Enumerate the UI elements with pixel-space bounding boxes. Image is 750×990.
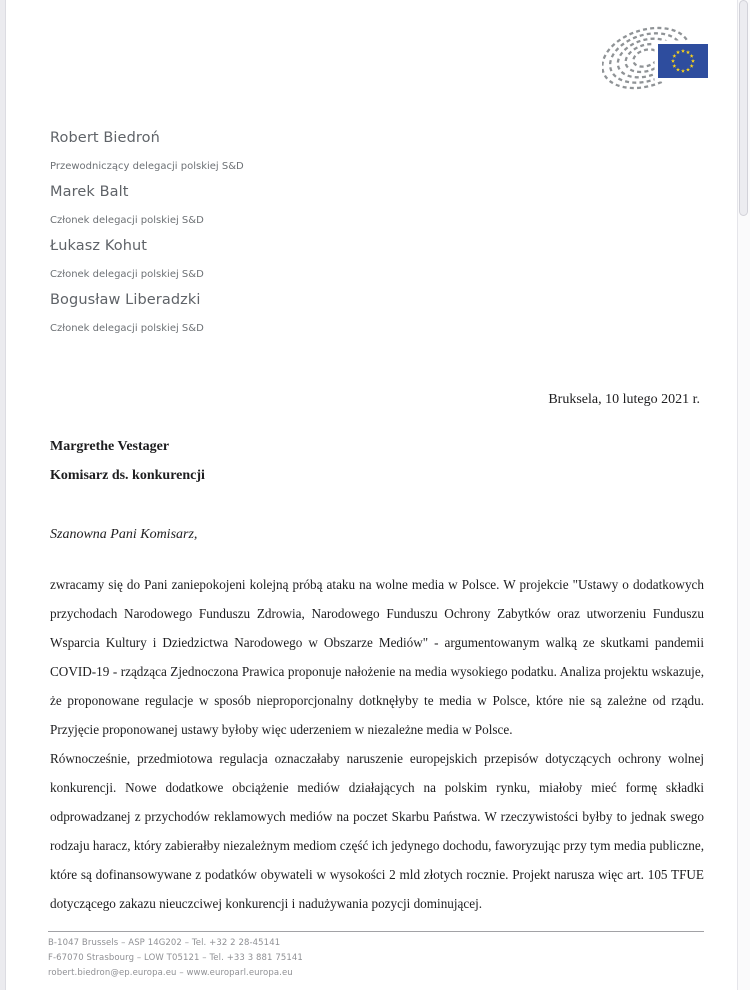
scrollbar-thumb[interactable] — [739, 0, 748, 216]
sender-role: Członek delegacji polskiej S&D — [50, 323, 204, 334]
footer-divider — [48, 931, 704, 932]
recipient-block — [50, 432, 205, 490]
letter-footer — [48, 931, 704, 981]
sender-name: Marek Balt — [50, 184, 129, 200]
dateline: Bruksela, 10 lutego 2021 r. — [548, 392, 700, 407]
sender-role: Członek delegacji polskiej S&D — [50, 215, 204, 226]
sender-name: Łukasz Kohut — [50, 238, 148, 254]
footer-address-brussels: B-1047 Brussels – ASP 14G202 – Tel. +32 2 28-45141 — [48, 938, 281, 948]
footer-address-strasbourg: F-67070 Strasbourg – LOW T05121 – Tel. +33 3 881 75141 — [48, 953, 303, 963]
scrollbar-track[interactable] — [737, 0, 750, 990]
body-paragraph-1: zwracamy się do Pani zaniepokojeni kolejną próbą ataku na wolne media w Polsce. W projekcie "Ustawy o dodatkowych przychodach Narodowego Funduszu Zdrowia, Narodowego Funduszu Ochrony Zabytków oraz utworzeniu Funduszu Wsparcia Kultury i Dziedzictwa Narodowego w Obszarze Mediów" - argumentowanym walką ze skutkami pandemii COVID-19 - rządząca Zjednoczona Prawica proponuje nałożenie na media wysokiego podatku. Analiza projektu wskazuje, że proponowane regulacje w sposób nieproporcjonalny dotknęłyby te media w Polsce, które nie są zależne od rządu. Przyjęcie proponowanej ustawy byłoby więc uderzeniem w niezależne media w Polsce. — [50, 577, 704, 737]
recipient-name: Margrethe Vestager — [50, 439, 170, 454]
european-parliament-logo — [602, 18, 712, 90]
page-left-edge — [0, 0, 6, 990]
salutation: Szanowna Pani Komisarz, — [50, 527, 198, 542]
sender-list — [50, 130, 244, 346]
body-paragraph-2: Równocześnie, przedmiotowa regulacja oznaczałaby naruszenie europejskich przepisów dotyczących ochrony wolnej konkurencji. Nowe dodatkowe obciążenie mediów działających na polskim rynku, miałoby mieć formę składki odprowadzanej z przychodów reklamowych mediów na poczet Skarbu Państwa. W rzeczywistości byłby to jednak swego rodzaju haracz, który zabierałby niezależnym mediom część ich jedynego dochodu, faworyzując przy tym media publiczne, które są dofinansowywane z podatków obywateli w wysokości 2 mld złotych rocznie. Projekt narusza więc art. 105 TFUE dotyczącego zakazu nieuczciwej konkurencji i nadużywania pozycji dominującej. — [50, 751, 704, 911]
footer-contact: robert.biedron@ep.europa.eu – www.europarl.europa.eu — [48, 968, 293, 978]
recipient-title: Komisarz ds. konkurencji — [50, 468, 205, 483]
sender-role: Przewodniczący delegacji polskiej S&D — [50, 161, 244, 172]
sender-name: Bogusław Liberadzki — [50, 292, 201, 308]
sender-role: Członek delegacji polskiej S&D — [50, 269, 204, 280]
sender-name: Robert Biedroń — [50, 130, 160, 146]
